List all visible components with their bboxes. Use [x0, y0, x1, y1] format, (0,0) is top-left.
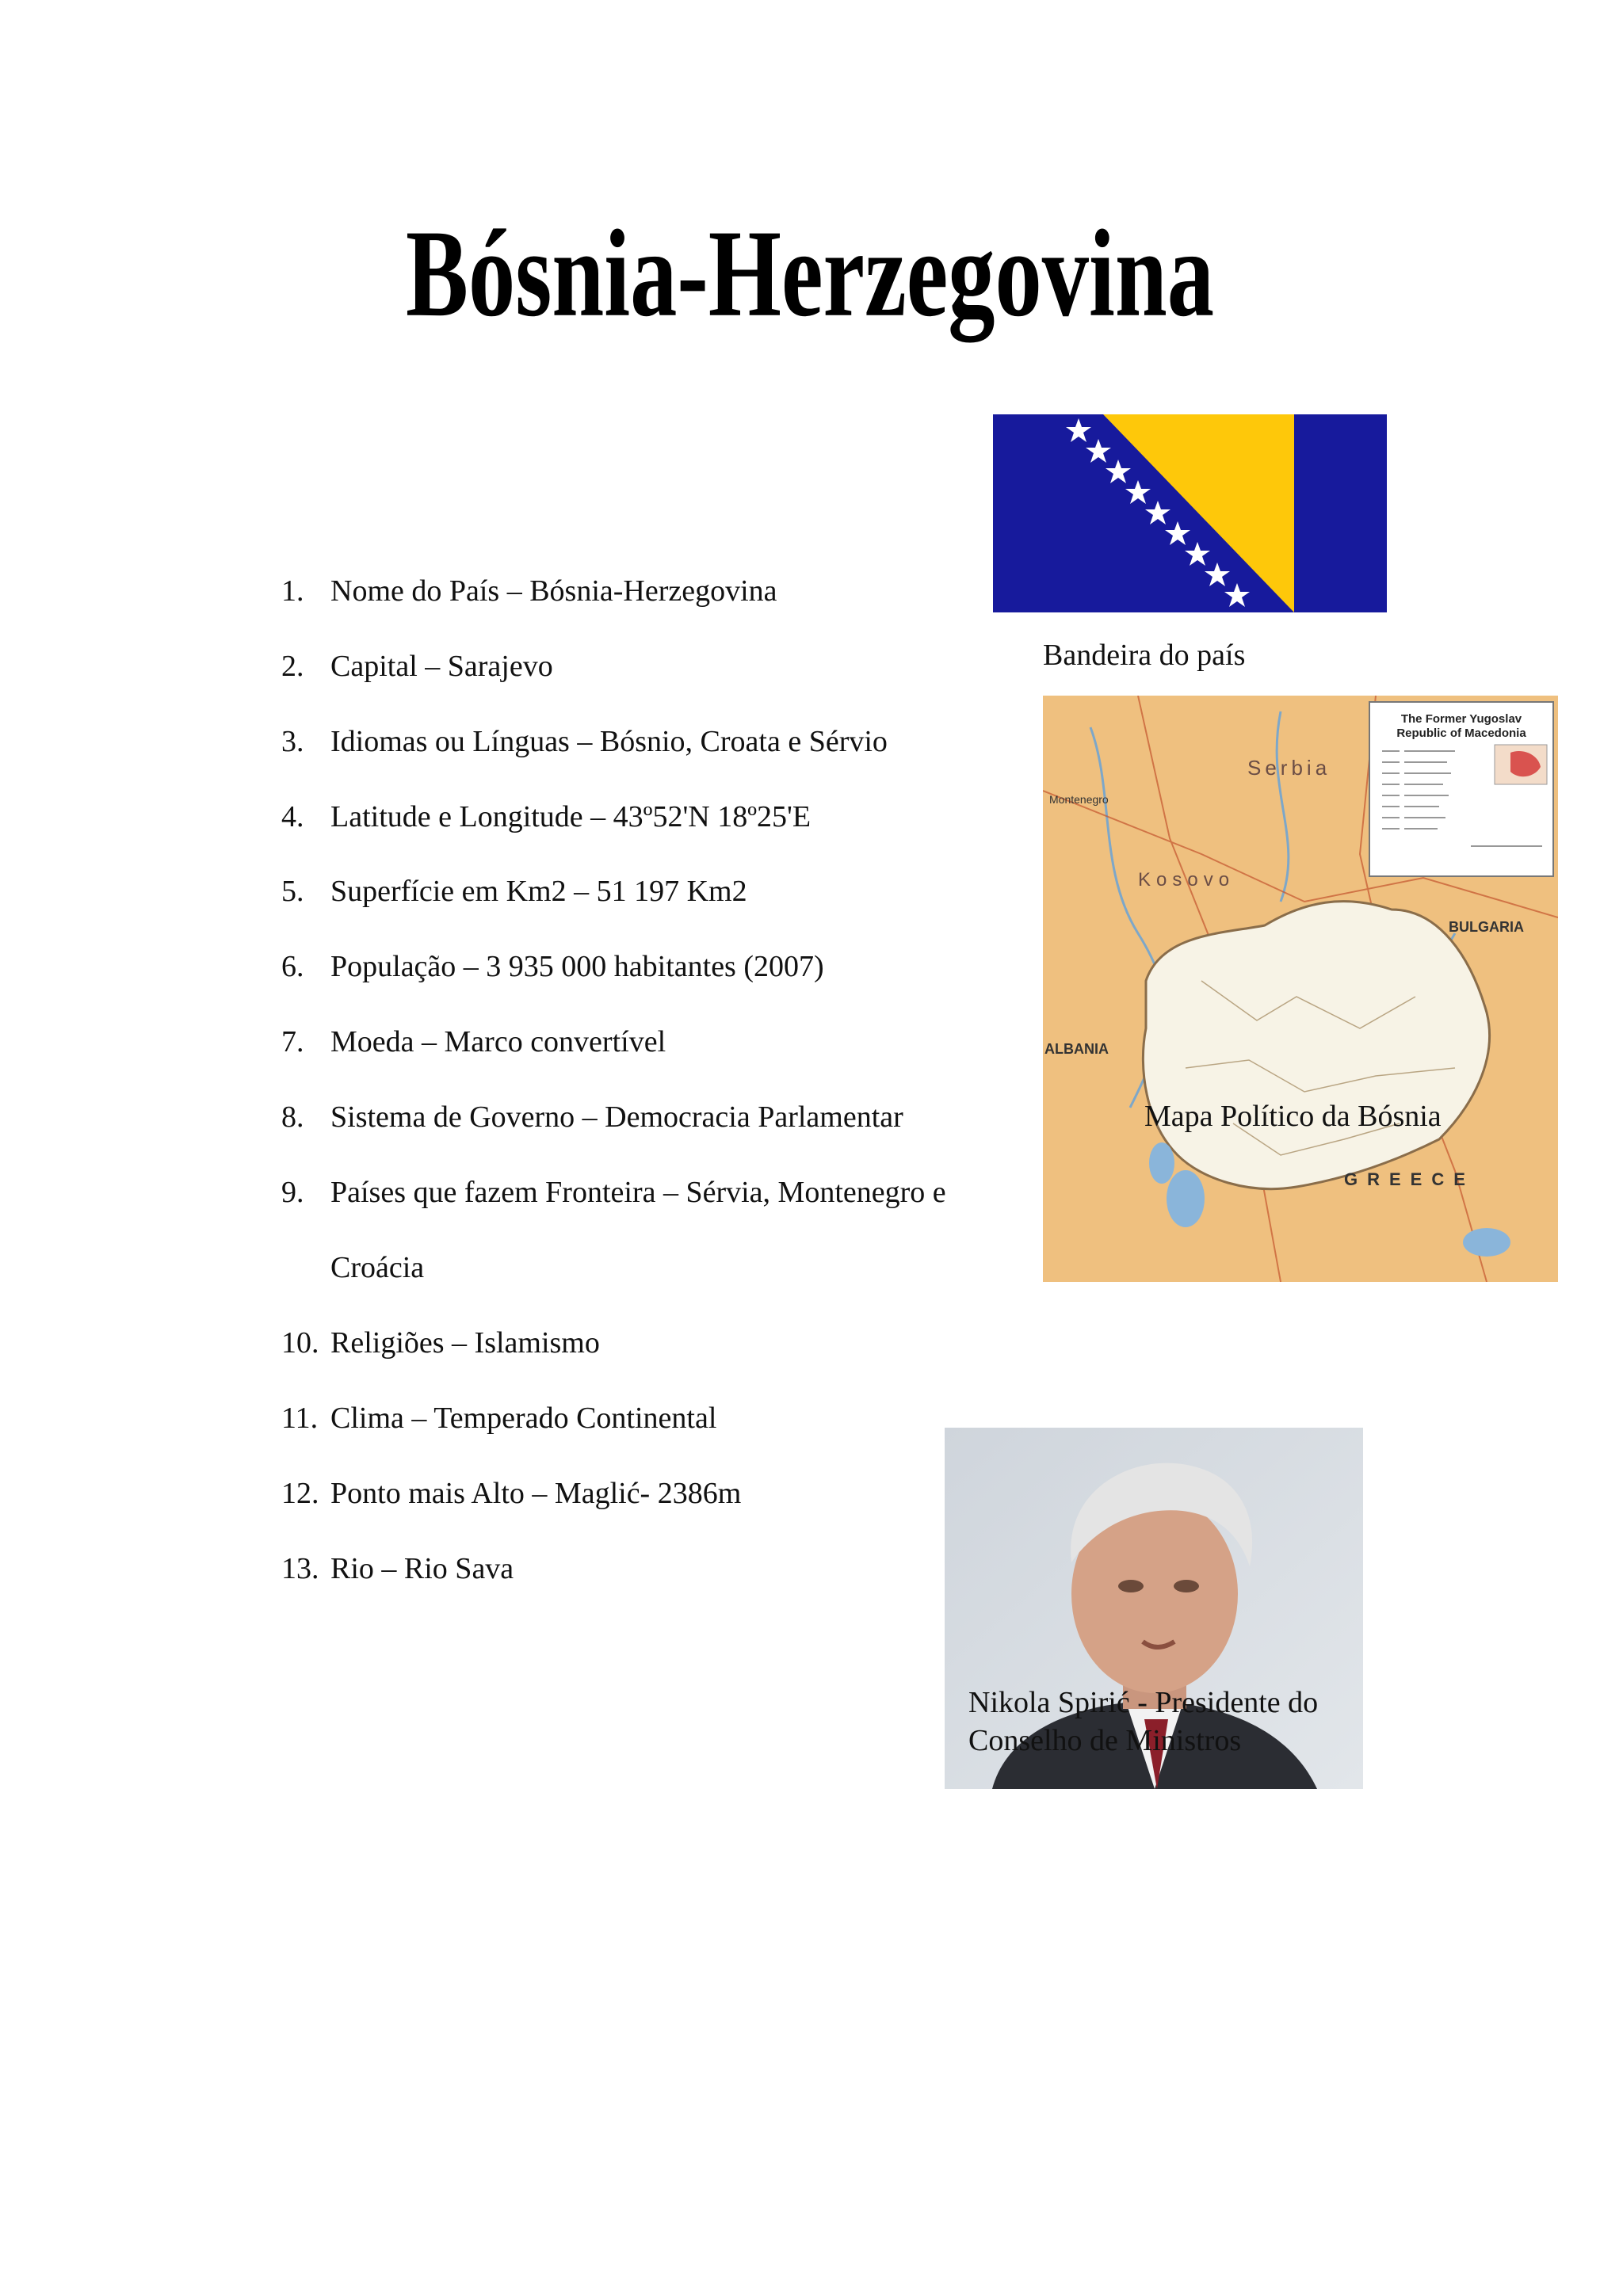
- list-number: 12.: [281, 1477, 319, 1510]
- list-text: Religiões – Islamismo: [330, 1326, 600, 1360]
- list-text: Clima – Temperado Continental: [330, 1402, 717, 1435]
- list-item-continuation: Croácia: [330, 1251, 425, 1284]
- map-legend-title-1: The Former Yugoslav: [1400, 712, 1522, 726]
- list-item: [281, 798, 811, 836]
- list-text: Sistema de Governo – Democracia Parlamentar: [330, 1100, 903, 1134]
- map-caption: Mapa Político da Bósnia: [1144, 1100, 1442, 1133]
- list-text: População – 3 935 000 habitantes (2007): [330, 950, 824, 983]
- photo-caption-line-2: Conselho de Ministros: [968, 1724, 1242, 1757]
- list-item: [281, 723, 888, 761]
- list-text: Nome do País – Bósnia-Herzegovina: [330, 574, 777, 608]
- list-number: 1.: [281, 574, 304, 608]
- list-text: Moeda – Marco convertível: [330, 1025, 666, 1058]
- list-text: Capital – Sarajevo: [330, 650, 553, 683]
- list-number: 5.: [281, 875, 304, 908]
- map-label-bulgaria: BULGARIA: [1449, 919, 1524, 935]
- list-item: [281, 872, 747, 910]
- map-label-serbia: Serbia: [1247, 756, 1331, 780]
- list-number: 13.: [281, 1552, 319, 1585]
- list-number: 10.: [281, 1326, 319, 1360]
- list-item: [281, 1399, 716, 1437]
- bosnia-flag-image: [993, 414, 1387, 612]
- list-item: [281, 1550, 514, 1588]
- political-map-image: [1043, 696, 1558, 1282]
- map-label-kosovo: Kosovo: [1138, 869, 1235, 891]
- list-number: 7.: [281, 1025, 304, 1058]
- list-item: [281, 1324, 600, 1362]
- photo-caption: [968, 1684, 1318, 1760]
- page-title: [0, 182, 1623, 357]
- list-item: [281, 1173, 946, 1211]
- list-text: Países que fazem Fronteira – Sérvia, Montenegro e: [330, 1176, 946, 1209]
- list-item: [281, 1023, 666, 1061]
- flag-caption: Bandeira do país: [1043, 639, 1246, 672]
- list-number: 6.: [281, 950, 304, 983]
- list-text: Ponto mais Alto – Maglić- 2386m: [330, 1477, 742, 1510]
- list-item: [281, 1098, 903, 1136]
- photo-caption-line-1: Nikola Spirić - Presidente do: [968, 1686, 1319, 1719]
- map-label-montenegro: Montenegro: [1049, 793, 1109, 806]
- list-number: 8.: [281, 1100, 304, 1134]
- list-item: [281, 948, 824, 986]
- list-text: Rio – Rio Sava: [330, 1552, 514, 1585]
- list-item: [281, 647, 553, 685]
- list-item: [281, 1474, 741, 1512]
- map-label-greece: GREECE: [1344, 1169, 1475, 1189]
- list-number: 11.: [281, 1402, 319, 1435]
- map-legend-title-2: Republic of Macedonia: [1396, 727, 1526, 740]
- list-text: Idiomas ou Línguas – Bósnio, Croata e Sérvio: [330, 725, 888, 758]
- list-number: 9.: [281, 1176, 304, 1209]
- list-item: [281, 572, 777, 610]
- title-text: Bósnia-Herzegovina: [406, 204, 1214, 343]
- map-label-albania: ALBANIA: [1044, 1041, 1109, 1057]
- list-number: 2.: [281, 650, 304, 683]
- list-number: 4.: [281, 800, 304, 833]
- list-text: Superfície em Km2 – 51 197 Km2: [330, 875, 747, 908]
- list-text: Latitude e Longitude – 43º52'N 18º25'E: [330, 800, 812, 833]
- list-number: 3.: [281, 725, 304, 758]
